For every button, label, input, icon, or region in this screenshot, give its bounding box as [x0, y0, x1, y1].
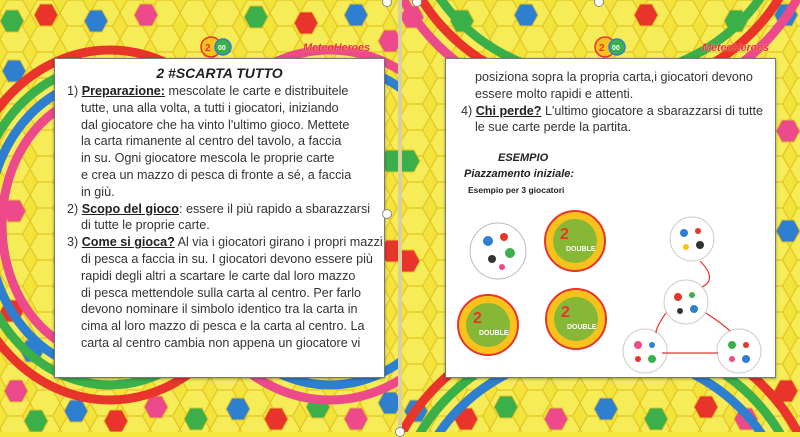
heading-preparazione: Preparazione: — [81, 84, 165, 98]
svg-text:2: 2 — [473, 310, 482, 327]
card-back-2 — [458, 295, 518, 355]
example-caption: Esempio per 3 giocatori — [468, 185, 565, 195]
rules-text-left: 1) Preparazione: mescolate le carte e distribuitele tutte, una alla volta, a tutti i giocatori, iniziando dal giocatore che ha vinto l'ultimo gioco. Mettete la carta rimanente al centro del tavolo, a faccia in su. Ogni giocatore mescola le proprie carte e crea un mazzo di pesca di fronte a sé, a faccia in giù. 2) Scopo del gioco: essere il più rapido a sbarazzarsi di tutte le proprie carte. 3) Come si gioca? Al via i giocatori girano i propri mazzi di pesca a faccia in su. I giocatori devono essere più rapidi degli altri a scartare le carte dal loro mazzo di pesca mettendole sulla carta al centro. Per farlo devono nominare il simbolo identico tra la carta in cima al loro mazzo di pesca e la carta al centro. La carta al centro cambia non appena un giocatore vi — [67, 84, 383, 350]
right-page — [400, 0, 800, 432]
page-fold — [398, 0, 402, 432]
example-title: ESEMPIO — [498, 152, 549, 164]
fold-handle-bottom — [395, 427, 405, 437]
svg-text:2: 2 — [599, 43, 605, 54]
brand-logo: MeteoHeroes — [303, 42, 370, 54]
section-title: 2 #SCARTA TUTTO — [156, 65, 283, 81]
diagram-cards — [623, 217, 761, 373]
svg-text:DOUBLE: DOUBLE — [566, 246, 596, 253]
svg-text:2: 2 — [205, 43, 211, 54]
brand-logo: MeteoHeroes — [702, 42, 769, 54]
heading-come-si-gioca: Come si gioca? — [81, 235, 175, 250]
example-illustration — [456, 199, 771, 375]
left-page — [0, 0, 400, 432]
logo-200-double — [200, 36, 234, 58]
svg-text:2: 2 — [560, 226, 569, 243]
logo-200-double — [594, 36, 628, 58]
example-subtitle: Piazzamento iniziale: — [464, 168, 575, 180]
svg-text:DOUBLE: DOUBLE — [479, 330, 509, 337]
card-face-up — [470, 223, 526, 279]
heading-scopo: Scopo del gioco — [81, 201, 179, 216]
card-back-1 — [545, 211, 605, 271]
rules-card-left — [54, 58, 385, 378]
fold-handle-mid-left — [382, 209, 392, 219]
heading-chi-perde: Chi perde? — [475, 103, 542, 118]
svg-text:00: 00 — [612, 45, 620, 52]
svg-text:00: 00 — [218, 45, 226, 52]
svg-text:2: 2 — [561, 304, 570, 321]
rules-card-right — [445, 58, 776, 378]
rules-text-right: posiziona sopra la propria carta,i giocatori devono essere molto rapidi e attenti. 4) Chi perde? L'ultimo giocatore a sbarazzarsi di tutte le sue carte perde la partita. — [461, 70, 763, 135]
svg-text:DOUBLE: DOUBLE — [567, 324, 597, 331]
card-back-3 — [546, 289, 606, 349]
